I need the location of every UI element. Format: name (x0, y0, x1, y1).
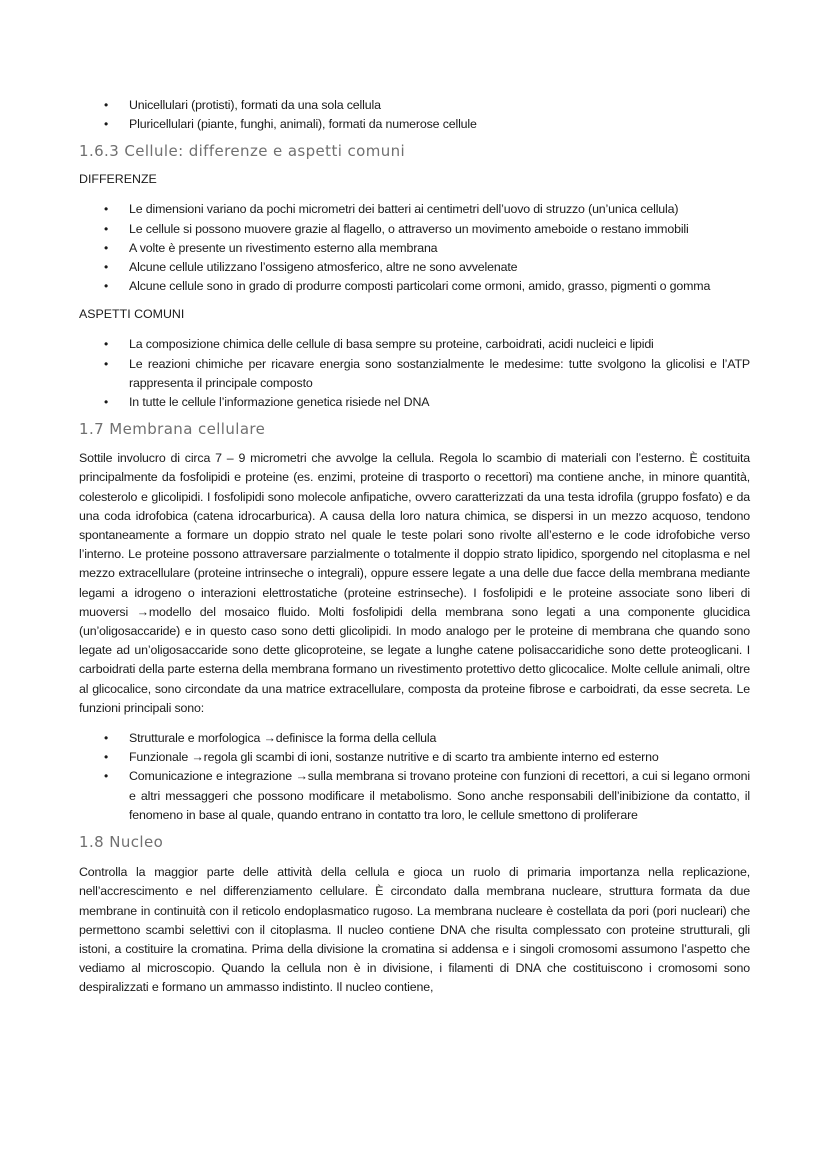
membrana-paragraph: Sottile involucro di circa 7 – 9 micrometri che avvolge la cellula. Regola lo scambio di materiali con l’esterno. È costituita principalmente da fosfolipidi e proteine (es. enzimi, proteine di trasporto o recettori) ma contiene anche, in minore quantità, colesterolo e glicolipidi. I fosfolipidi sono molecole anfipatiche, ovvero caratterizzati da una testa idrofila (gruppo fosfato) e da una coda idrofobica (catena idrocarburica). A causa della loro natura chimica, se dispersi in un mezzo acquoso, tendono spontaneamente a formare un doppio strato nel quale le teste polari sono rivolte all’esterno e le code idrofobiche verso l’interno. Le proteine possono attraversare parzialmente o totalmente il doppio strato lipidico, sporgendo nel citoplasma e nel mezzo extracellulare (proteine intrinseche o integrali), oppure essere legate a una delle due facce della membrana mediante legami a idrogeno o interazioni elettrostatiche (proteine estrinseche). I fosfolipidi e le proteine associate sono liberi di muoversi →modello del mosaico fluido. Molti fosfolipidi della membrana sono legati a una componente glucidica (un’oligosaccaride) e in questo caso sono detti glicolipidi. In modo analogo per le proteine di membrana che quando sono legate ad un’oligosaccaride sono dette glicoproteine, se legate a lunghe catene polisaccaridiche sono dette proteoglicani. I carboidrati della parte esterna della membrana formano un rivestimento protettivo detto glicocalice. Molte cellule animali, oltre al glicocalice, sono circondate da una matrice extracellulare, composta da proteine fibrose e carboidrati, da esse secreta. Le funzioni principali sono: (79, 451, 750, 715)
bullet-icon: • (104, 221, 109, 236)
list-item: • Pluricellulari (piante, funghi, animali), formati da numerose cellule (79, 115, 750, 134)
aspetti-comuni-list (79, 335, 750, 412)
list-item: • In tutte le cellule l’informazione genetica risiede nel DNA (79, 393, 750, 412)
list-item: • Strutturale e morfologica →definisce la forma della cellula (79, 729, 750, 748)
bullet-icon: • (104, 279, 109, 294)
bullet-icon: • (104, 356, 109, 371)
differenze-list (79, 200, 750, 296)
list-item: • La composizione chimica delle cellule di basa sempre su proteine, carboidrati, acidi nucleici e lipidi (79, 335, 750, 354)
bullet-icon: • (104, 202, 109, 217)
list-item: • Le cellule si possono muovere grazie al flagello, o attraverso un movimento ameboide o restano immobili (79, 220, 750, 239)
section-heading-1-7: 1.7 Membrana cellulare (79, 420, 266, 439)
section-heading-1-6-3: 1.6.3 Cellule: differenze e aspetti comuni (79, 142, 406, 161)
bullet-icon: • (104, 395, 109, 410)
bullet-icon: • (104, 731, 109, 746)
bullet-icon: • (104, 240, 109, 255)
intro-list (79, 96, 750, 134)
bullet-icon: • (104, 117, 109, 132)
bullet-icon: • (104, 260, 109, 275)
list-item: • Alcune cellule sono in grado di produrre composti particolari come ormoni, amido, grasso, pigmenti o gomma (79, 277, 750, 296)
nucleo-paragraph: Controlla la maggior parte delle attività della cellula e gioca un ruolo di primaria importanza nella replicazione, nell’accrescimento e nel differenziamento cellulare. È circondato dalla membrana nucleare, struttura formata da due membrane in continuità con il reticolo endoplasmatico rugoso. La membrana nucleare è costellata da pori (pori nucleari) che permettono scambi selettivi con il citoplasma. Il nucleo contiene DNA che risulta complessato con proteine strutturali, gli istoni, a costituire la cromatina. Prima della divisione la cromatina si addensa e i singoli cromosomi assumono l’aspetto che vediamo al microscopio. Quando la cellula non è in divisione, i filamenti di DNA che costituiscono i cromosomi sono despiralizzati e formano un ammasso indistinto. Il nucleo contiene, (79, 865, 750, 995)
list-item: • Le reazioni chimiche per ricavare energia sono sostanzialmente le medesime: tutte svolgono la glicolisi e l’ATP rappresenta il principale composto (104, 356, 750, 390)
section-heading-1-8: 1.8 Nucleo (79, 833, 164, 852)
bullet-icon: • (104, 750, 109, 765)
aspetti-comuni-label: ASPETTI COMUNI (79, 307, 185, 322)
list-item: • Funzionale →regola gli scambi di ioni, sostanze nutritive e di scarto tra ambiente interno ed esterno (79, 748, 750, 767)
list-item: • Alcune cellule utilizzano l’ossigeno atmosferico, altre ne sono avvelenate (79, 258, 750, 277)
bullet-icon: • (104, 98, 109, 112)
funzioni-list (79, 729, 750, 825)
document-page (79, 96, 750, 998)
list-item: • Comunicazione e integrazione →sulla membrana si trovano proteine con funzioni di recettori, a cui si legano ormoni e altri messaggeri che possono modificare il metabolismo. Sono anche responsabili dell’inibizione da contatto, il fenomeno in base al quale, quando entrano in contatto tra loro, le cellule smettono di proliferare (104, 769, 750, 822)
bullet-icon: • (104, 769, 109, 784)
list-item: • A volte è presente un rivestimento esterno alla membrana (79, 239, 750, 258)
list-item: • Unicellulari (protisti), formati da una sola cellula (79, 96, 750, 115)
list-item: • Le dimensioni variano da pochi micrometri dei batteri ai centimetri dell’uovo di struzzo (un’unica cellula) (79, 200, 750, 219)
differenze-label: DIFFERENZE (79, 172, 157, 187)
bullet-icon: • (104, 337, 109, 352)
